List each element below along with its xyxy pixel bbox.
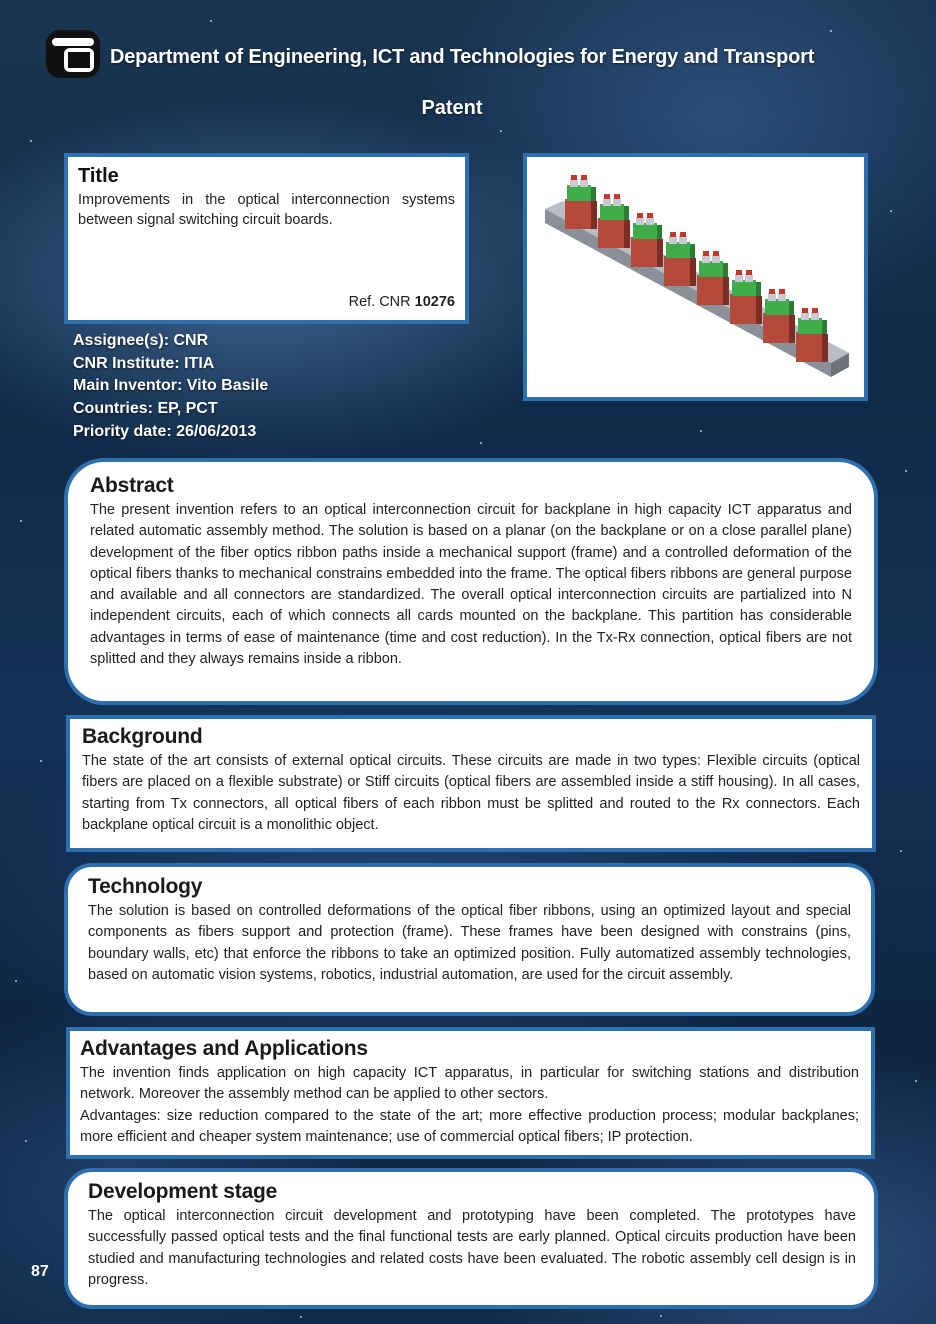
connector-module bbox=[763, 289, 795, 343]
connector-module bbox=[631, 213, 663, 267]
connector-module bbox=[565, 175, 597, 229]
development-heading: Development stage bbox=[88, 1180, 278, 1203]
development-text: The optical interconnection circuit development and prototyping have been completed. The prototypes have successfully passed optical tests and the final functional tests are early planned. Optical circuits production have been studied and manufacturing technologies and related costs have been evaluated. The robotic assembly cell design is in progress. bbox=[88, 1208, 856, 1288]
technology-heading: Technology bbox=[88, 875, 203, 898]
advantages-text-list: Advantages: size reduction compared to the state of the art; more effective production process; modular backplanes; more efficient and cheaper system maintenance; use of commercial optical fibers; IP protection. bbox=[80, 1107, 859, 1145]
advantages-heading: Advantages and Applications bbox=[80, 1037, 368, 1060]
abstract-section bbox=[64, 458, 878, 705]
reference-number bbox=[349, 294, 455, 310]
ref-prefix: Ref. CNR bbox=[348, 294, 411, 310]
ref-number: 10276 bbox=[414, 294, 455, 310]
assignee: Assignee(s): CNR bbox=[73, 332, 209, 349]
connector-module bbox=[664, 232, 696, 286]
page-number: 87 bbox=[31, 1263, 49, 1280]
document-type-label: Patent bbox=[421, 97, 483, 119]
title-text: Improvements in the optical interconnection systems between signal switching circuit boards. bbox=[78, 192, 455, 228]
prototype-image bbox=[523, 153, 868, 401]
main-inventor: Main Inventor: Vito Basile bbox=[73, 377, 269, 395]
technology-text: The solution is based on controlled deformations of the optical fiber ribbons, using an optimized layout and special components as fibers support and protection (frame). These frames have been designed with constrains (pins, boundary walls, etc) that enforce the ribbons to take an optimized position. Fully automatized assembly technologies, based on automatic vision systems, robotics, industrial automation, are used for the circuit assembly. bbox=[88, 903, 851, 983]
cnr-logo-icon bbox=[46, 30, 100, 78]
patent-info bbox=[73, 330, 268, 444]
connector-module bbox=[796, 308, 828, 362]
advantages-text-applications: The invention finds application on high capacity ICT apparatus, in particular for switching stations and distribution network. Moreover the assembly method can be applied to other sectors. bbox=[80, 1065, 859, 1103]
connector-module bbox=[598, 194, 630, 248]
background-text: The state of the art consists of external optical circuits. These circuits are made in two types: Flexible circuits (optical fibers are placed on a flexible substrate) or Stiff circuits (optical fibers are assembled inside a stiff housing). In all cases, starting from Tx connectors, all optical fibers of each ribbon must be splitted and routed to the Rx connectors. Each backplane optical circuit is a monolithic object. bbox=[82, 753, 860, 833]
abstract-heading: Abstract bbox=[90, 474, 174, 497]
countries: Countries: EP, PCT bbox=[73, 400, 218, 418]
department-title: Department of Engineering, ICT and Technologies for Energy and Transport bbox=[110, 46, 815, 68]
title-box bbox=[64, 153, 469, 324]
title-heading: Title bbox=[78, 165, 119, 187]
background-heading: Background bbox=[82, 725, 203, 748]
technology-section bbox=[64, 863, 875, 1016]
development-section bbox=[64, 1168, 878, 1309]
priority-date: Priority date: 26/06/2013 bbox=[73, 422, 257, 440]
abstract-text: The present invention refers to an optical interconnection circuit for backplane in high capacity ICT apparatus and related automatic assembly method. The solution is based on a planar (on the backplane or on a close parallel plane) development of the fiber optics ribbon paths inside a mechanical support (frame) and a controlled deformation of the optical fibers thanks to mechanical constrains embedded into the frame. The optical fibers ribbons are general purpose and available and all connectors are standardized. The overall optical interconnection circuits are partialized into N independent circuits, each of which connects all cards mounted on the backplane. This partition has considerable advantages in terms of ease of maintenance (time and cost reduction). In the Tx-Rx connection, optical fibers are not splitted and they always remains inside a ribbon. bbox=[90, 502, 852, 668]
cnr-institute: CNR Institute: ITIA bbox=[73, 354, 215, 372]
advantages-section bbox=[66, 1027, 875, 1159]
background-section bbox=[66, 715, 876, 852]
connector-module bbox=[697, 251, 729, 305]
optical-backplane-render bbox=[527, 157, 864, 397]
connector-module bbox=[730, 270, 762, 324]
